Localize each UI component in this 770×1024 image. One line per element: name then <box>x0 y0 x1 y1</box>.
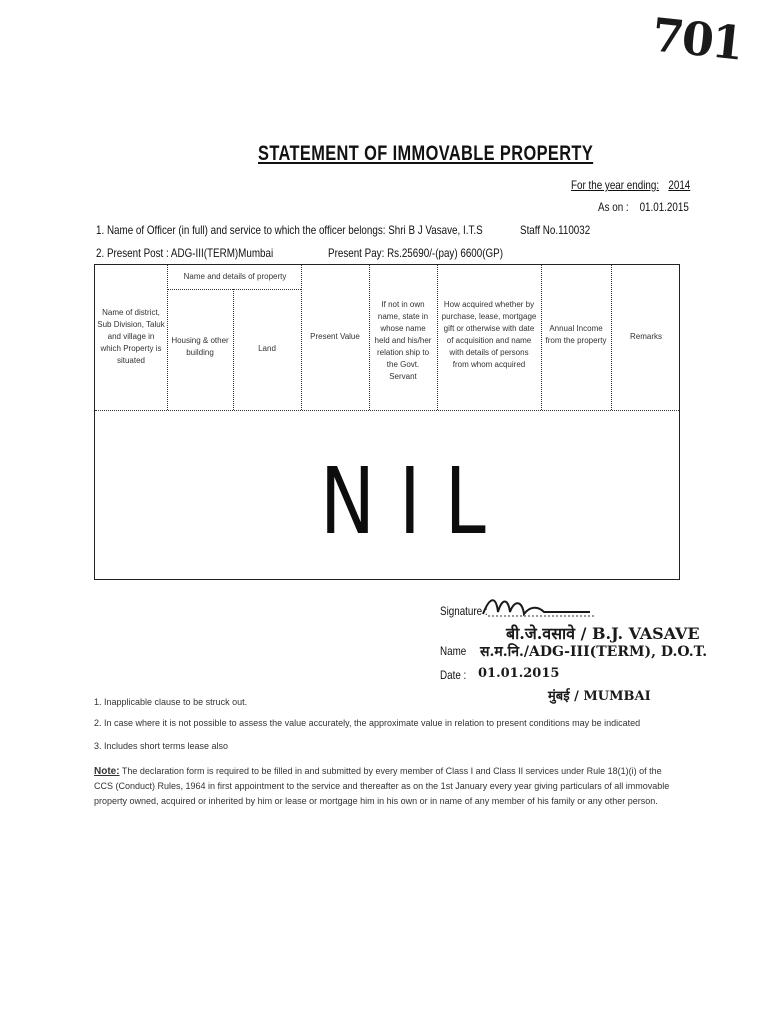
officer-stamp-line3: मुंबई / MUMBAI <box>548 689 651 704</box>
staff-number: Staff No.110032 <box>520 223 591 237</box>
as-on <box>598 200 689 214</box>
col-header-how-acquired: How acquired whether by purchase, lease, mortgage gift or otherwise with date of acquisition and name with details of persons from whom acquired <box>441 300 537 369</box>
officer-stamp-line2: स.म.नि./ADG-III(TERM), D.O.T. <box>480 644 708 660</box>
note-label: Note: <box>94 766 120 777</box>
col-header-present-value: Present Value <box>310 332 360 341</box>
present-post-line: 2. Present Post : ADG-III(TERM)Mumbai <box>96 246 274 260</box>
as-on-value: 01.01.2015 <box>639 200 689 214</box>
officer-stamp-line1: बी.जे.वसावे / B.J. VASAVE <box>506 624 700 643</box>
col-header-remarks: Remarks <box>629 332 662 341</box>
date-label: Date : <box>440 668 467 682</box>
note-text: The declaration form is required to be filled in and submitted by every member of Class I and Class II services under Rule 18(1)(i) of the CCS (Conduct) Rules, 1964 in first appointment to the service and thereafter as on the 1st January every year giving particulars of all immovable property owned, acquired or inherited by him or lease or mortgage him in his own or in name of any member of his family or any other person. <box>94 766 670 806</box>
declaration-note <box>94 764 679 809</box>
year-ending <box>571 178 690 192</box>
year-ending-value: 2014 <box>668 178 691 192</box>
as-on-label: As on : <box>598 200 629 214</box>
note-3: 3. Includes short terms lease also <box>94 741 229 751</box>
present-pay: Present Pay: Rs.25690/-(pay) 6600(GP) <box>328 246 504 260</box>
col-header-location: Name of district, Sub Division, Taluk and village in which Property is situated <box>97 308 165 365</box>
signature-label: Signature : <box>440 604 488 618</box>
group-header-property-details: Name and details of property <box>183 272 287 281</box>
note-2: 2. In case where it is not possible to assess the value accurately, the approximate value in relation to present conditions may be indicated <box>94 718 641 728</box>
note-1: 1. Inapplicable clause to be struck out. <box>94 697 248 707</box>
page-title: STATEMENT OF IMMOVABLE PROPERTY <box>258 142 594 165</box>
col-header-whose-name: If not in own name, state in whose name held and his/her relation ship to the Govt. Servant <box>374 300 432 381</box>
name-label: Name <box>440 644 467 658</box>
nil-entry: NIL <box>320 448 510 555</box>
col-header-annual-income: Annual Income from the property <box>545 324 607 345</box>
col-header-housing: Housing & other building <box>171 336 229 357</box>
officer-name-line: 1. Name of Officer (in full) and service to which the officer belongs: Shri B J Vasave, I.T.S <box>96 223 483 237</box>
col-header-land: Land <box>258 344 276 353</box>
signature-scribble <box>478 592 598 622</box>
date-value: 01.01.2015 <box>478 666 560 681</box>
year-ending-label: For the year ending: <box>571 178 660 192</box>
file-number-stamp: 701 <box>649 7 745 71</box>
